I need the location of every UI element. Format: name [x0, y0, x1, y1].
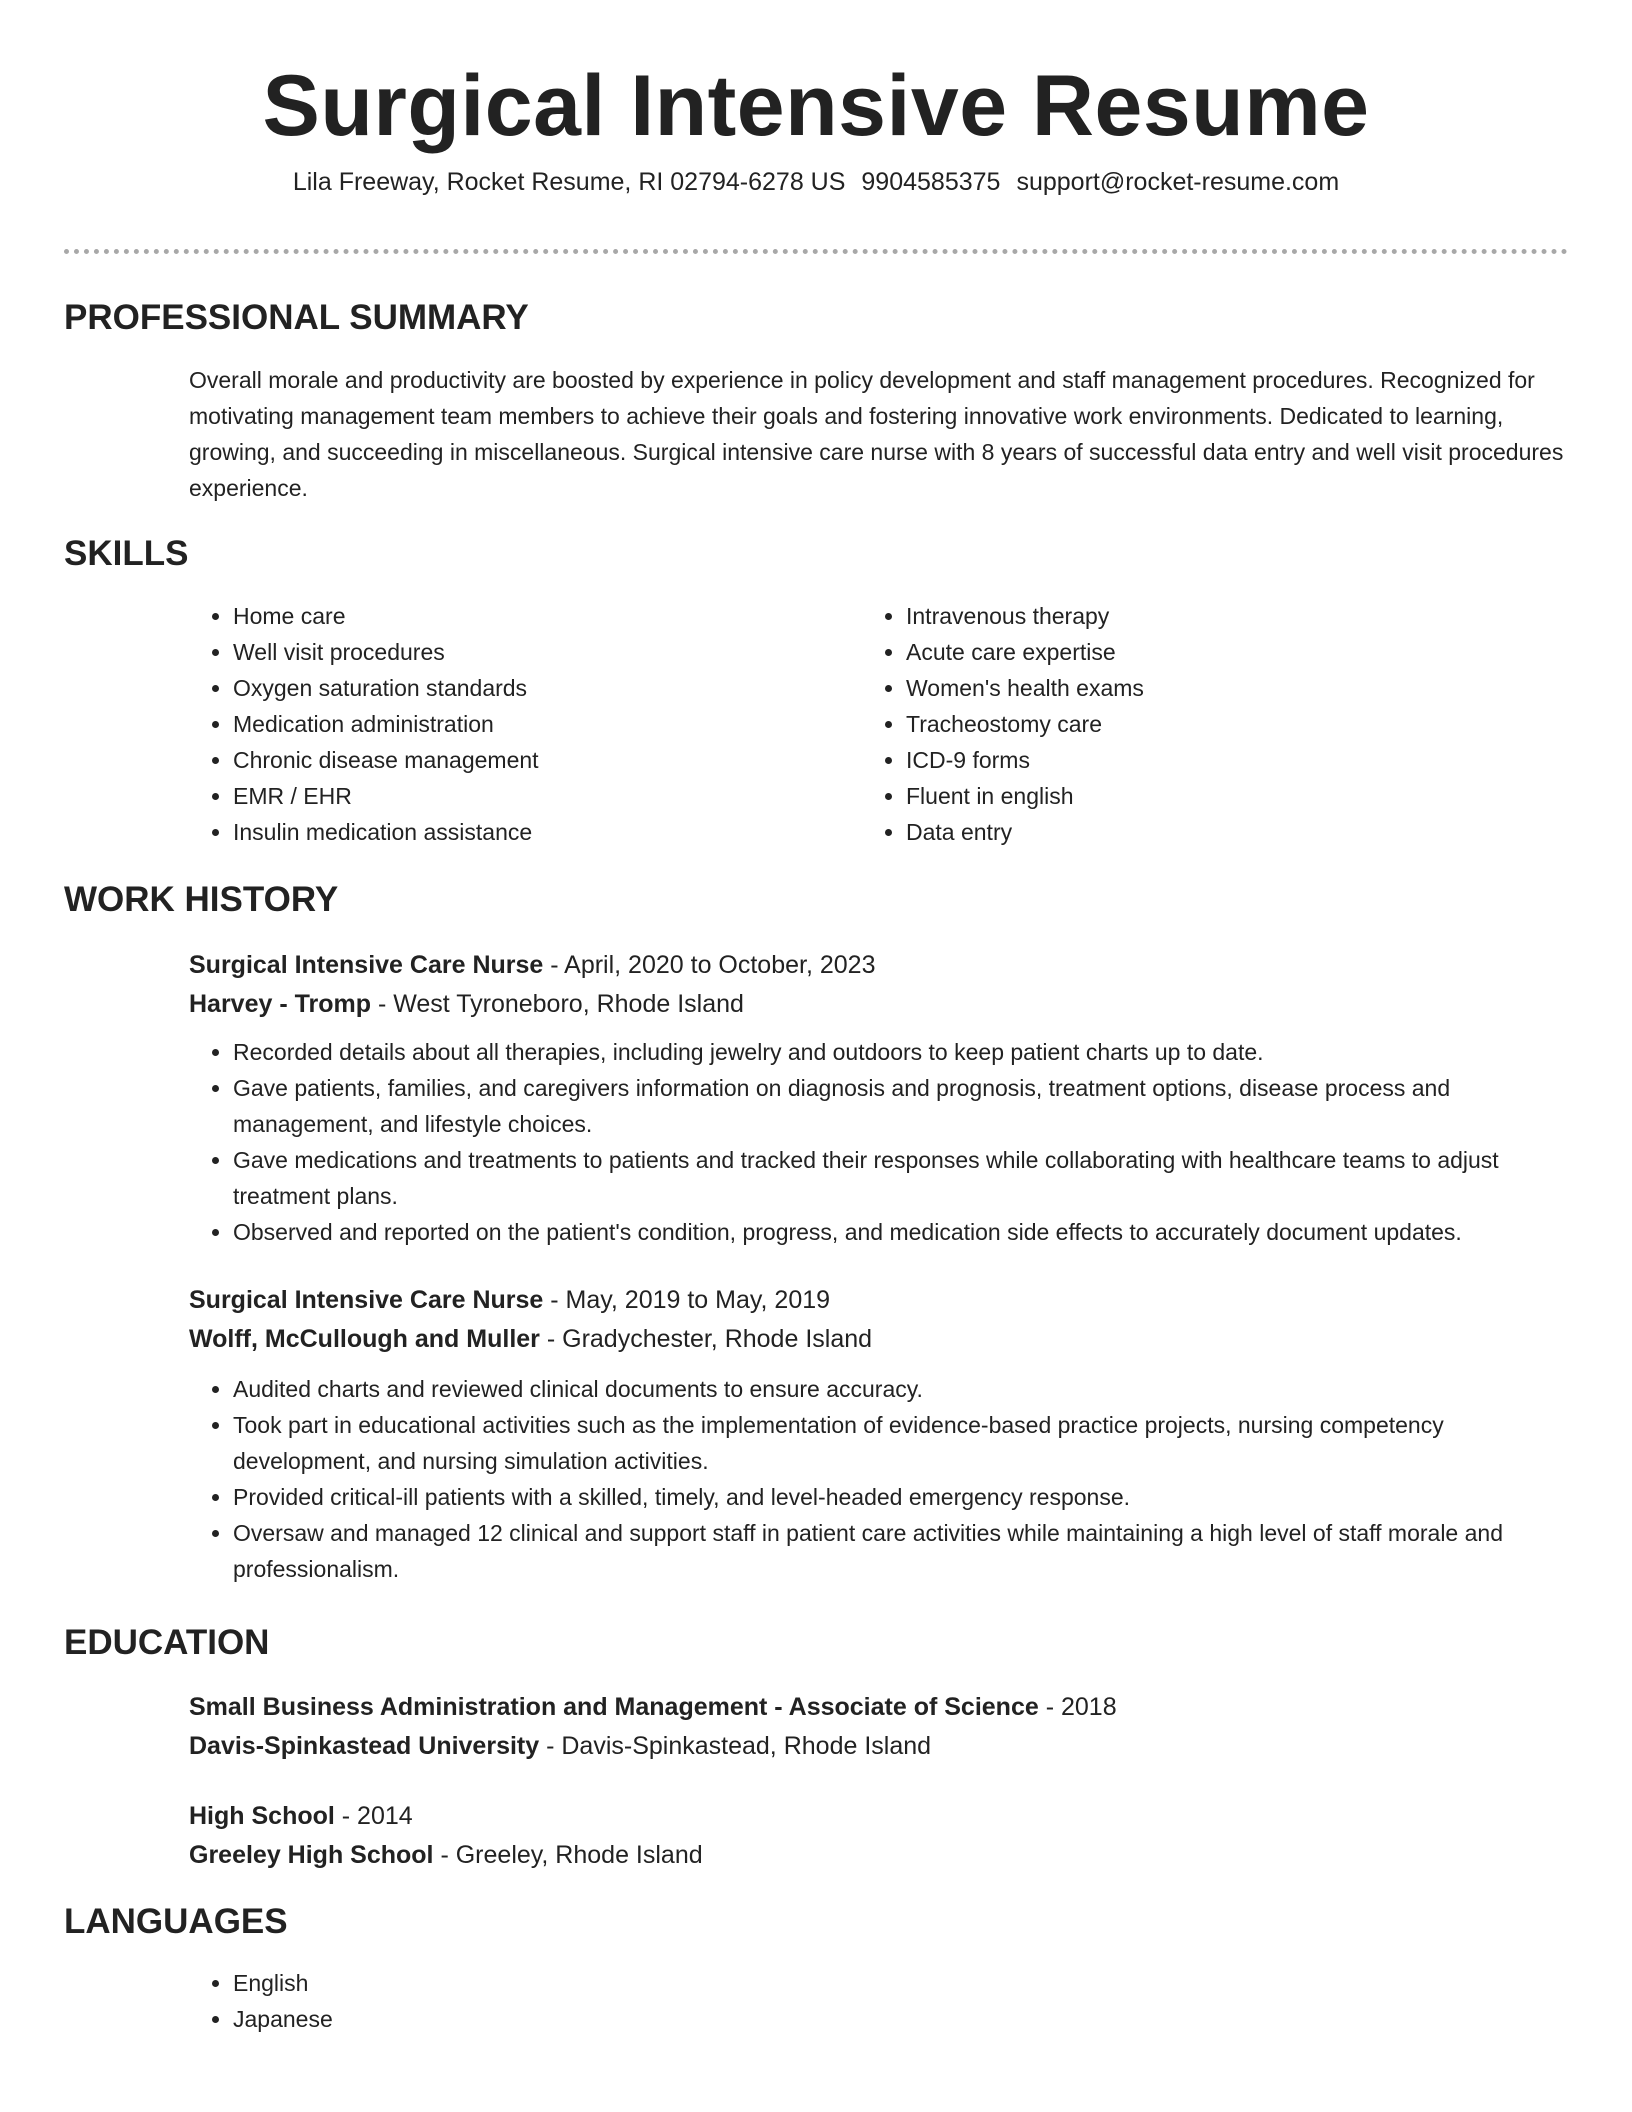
job-entry — [189, 946, 1568, 1024]
job-company: Harvey - Tromp — [189, 990, 372, 1018]
education-year: 2018 — [1060, 1693, 1117, 1721]
education-degree: High School — [189, 1802, 335, 1830]
languages-heading: LANGUAGES — [64, 1902, 288, 1941]
education-school: Davis-Spinkastead University — [189, 1732, 540, 1760]
work-heading: WORK HISTORY — [64, 880, 339, 919]
education-heading: EDUCATION — [64, 1623, 270, 1662]
skill-item: • Women's health exams — [906, 670, 1462, 706]
language-item: • Japanese — [233, 2001, 1568, 2037]
job-company-line: Wolff, McCullough and Muller - Gradychester, Rhode Island — [189, 1325, 873, 1353]
job-entry — [189, 1281, 1568, 1359]
skill-item: • Well visit procedures — [233, 634, 789, 670]
resume-title: Surgical Intensive Resume — [262, 58, 1370, 154]
education-degree: Small Business Administration and Management - Associate of Science — [189, 1693, 1039, 1721]
job-bullet: • Gave patients, families, and caregivers information on diagnosis and prognosis, treatment options, disease process and management, and lifestyle choices. — [233, 1070, 1568, 1142]
contact-email: support@rocket-resume.com — [1016, 168, 1340, 196]
skill-item: • EMR / EHR — [233, 778, 789, 814]
skill-item: • Fluent in english — [906, 778, 1462, 814]
education-school-line: Davis-Spinkastead University - Davis-Spinkastead, Rhode Island — [189, 1732, 932, 1760]
education-location: Davis-Spinkastead, Rhode Island — [561, 1732, 932, 1760]
skill-item: • Intravenous therapy — [906, 598, 1462, 634]
job-title-line: Surgical Intensive Care Nurse - April, 2020 to October, 2023 — [189, 951, 876, 979]
job-bullet: • Audited charts and reviewed clinical documents to ensure accuracy. — [233, 1371, 1568, 1407]
skill-item: • Home care — [233, 598, 789, 634]
summary-heading: PROFESSIONAL SUMMARY — [64, 298, 529, 337]
education-degree-line: High School - 2014 — [189, 1802, 413, 1830]
job-location: West Tyroneboro, Rhode Island — [393, 990, 744, 1018]
job-title: Surgical Intensive Care Nurse — [189, 1286, 544, 1314]
education-school-line: Greeley High School - Greeley, Rhode Island — [189, 1841, 703, 1869]
education-school: Greeley High School — [189, 1841, 434, 1869]
language-item: • English — [233, 1965, 1568, 2001]
job-title: Surgical Intensive Care Nurse — [189, 951, 544, 979]
skill-item: • Insulin medication assistance — [233, 814, 789, 850]
education-entry — [189, 1688, 1568, 1766]
job-location: Gradychester, Rhode Island — [562, 1325, 873, 1353]
skill-item: • ICD-9 forms — [906, 742, 1462, 778]
job-bullet: • Oversaw and managed 12 clinical and support staff in patient care activities while maintaining a high level of staff morale and professionalism. — [233, 1515, 1568, 1587]
job-company-line: Harvey - Tromp - West Tyroneboro, Rhode Island — [189, 990, 744, 1018]
job-bullet: • Observed and reported on the patient's condition, progress, and medication side effects to accurately document updates. — [233, 1214, 1568, 1250]
job-bullet: • Recorded details about all therapies, including jewelry and outdoors to keep patient charts up to date. — [233, 1034, 1568, 1070]
contact-line — [0, 166, 1632, 198]
education-location: Greeley, Rhode Island — [455, 1841, 703, 1869]
job-bullet: • Gave medications and treatments to patients and tracked their responses while collaborating with healthcare teams to adjust treatment plans. — [233, 1142, 1568, 1214]
languages-list — [189, 1965, 1568, 2037]
contact-phone: 9904585375 — [861, 168, 1001, 196]
skill-item: • Chronic disease management — [233, 742, 789, 778]
job-bullet: • Provided critical-ill patients with a skilled, timely, and level-headed emergency response. — [233, 1479, 1568, 1515]
skill-item: • Medication administration — [233, 706, 789, 742]
skill-item: • Data entry — [906, 814, 1462, 850]
job-bullets — [189, 1371, 1568, 1587]
job-bullet: • Took part in educational activities such as the implementation of evidence-based practice projects, nursing competency development, and nursing simulation activities. — [233, 1407, 1568, 1479]
job-title-line: Surgical Intensive Care Nurse - May, 2019 to May, 2019 — [189, 1286, 831, 1314]
skills-left-column — [189, 598, 789, 850]
skill-item: • Tracheostomy care — [906, 706, 1462, 742]
skills-heading: SKILLS — [64, 534, 189, 573]
job-company: Wolff, McCullough and Muller — [189, 1325, 540, 1353]
summary-section — [189, 362, 1568, 506]
contact-address: Lila Freeway, Rocket Resume, RI 02794-6278 US — [292, 168, 846, 196]
header-divider — [64, 249, 1568, 254]
skill-item: • Acute care expertise — [906, 634, 1462, 670]
skill-item: • Oxygen saturation standards — [233, 670, 789, 706]
skills-right-column — [862, 598, 1462, 850]
job-dates: April, 2020 to October, 2023 — [564, 951, 876, 979]
job-dates: May, 2019 to May, 2019 — [565, 1286, 831, 1314]
summary-text: Overall morale and productivity are boosted by experience in policy development and staff management procedures. Recognized for motivating management team members to achieve their goals and fostering innovative work environments. Dedicated to learning, growing, and succeeding in miscellaneous. Surgical intensive care nurse with 8 years of successful data entry and well visit procedures experience. — [189, 367, 1564, 501]
education-degree-line: Small Business Administration and Management - Associate of Science - 2018 — [189, 1693, 1117, 1721]
job-bullets — [189, 1034, 1568, 1250]
education-year: 2014 — [357, 1802, 413, 1830]
education-entry — [189, 1797, 1568, 1875]
